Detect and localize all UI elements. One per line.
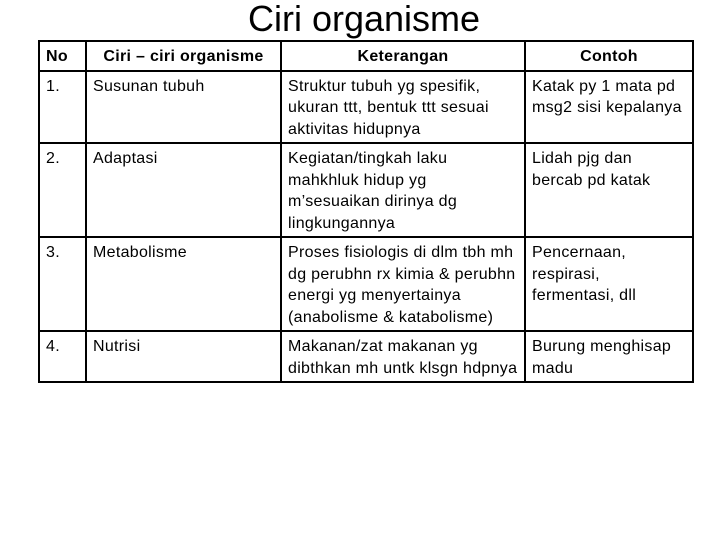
- cell-keterangan: Makanan/zat makanan yg dibthkan mh untk klsgn hdpnya: [281, 331, 525, 382]
- header-contoh: Contoh: [525, 41, 693, 71]
- table-header-row: [39, 41, 693, 71]
- table-row: [39, 143, 693, 237]
- header-no: No: [39, 41, 86, 71]
- header-keterangan: Keterangan: [281, 41, 525, 71]
- cell-no: 2.: [39, 143, 86, 237]
- header-ciri: Ciri – ciri organisme: [86, 41, 281, 71]
- cell-no: 4.: [39, 331, 86, 382]
- cell-ciri: Adaptasi: [86, 143, 281, 237]
- cell-no: 3.: [39, 237, 86, 331]
- cell-keterangan: Proses fisiologis di dlm tbh mh dg perubhn rx kimia & perubhn energi yg menyertainya (anabolisme & katabolisme): [281, 237, 525, 331]
- cell-contoh: Pencernaan, respirasi, fermentasi, dll: [525, 237, 693, 331]
- cell-contoh: Katak py 1 mata pd msg2 sisi kepalanya: [525, 71, 693, 144]
- cell-contoh: Lidah pjg dan bercab pd katak: [525, 143, 693, 237]
- cell-ciri: Metabolisme: [86, 237, 281, 331]
- cell-no: 1.: [39, 71, 86, 144]
- table-row: [39, 331, 693, 382]
- table-row: [39, 237, 693, 331]
- table-row: [39, 71, 693, 144]
- organism-traits-table: [38, 40, 694, 383]
- cell-keterangan: Struktur tubuh yg spesifik, ukuran ttt, bentuk ttt sesuai aktivitas hidupnya: [281, 71, 525, 144]
- cell-ciri: Nutrisi: [86, 331, 281, 382]
- slide-title: Ciri organisme: [247, 0, 481, 39]
- cell-ciri: Susunan tubuh: [86, 71, 281, 144]
- cell-keterangan: Kegiatan/tingkah laku mahkhluk hidup yg m’sesuaikan dirinya dg lingkungannya: [281, 143, 525, 237]
- cell-contoh: Burung menghisap madu: [525, 331, 693, 382]
